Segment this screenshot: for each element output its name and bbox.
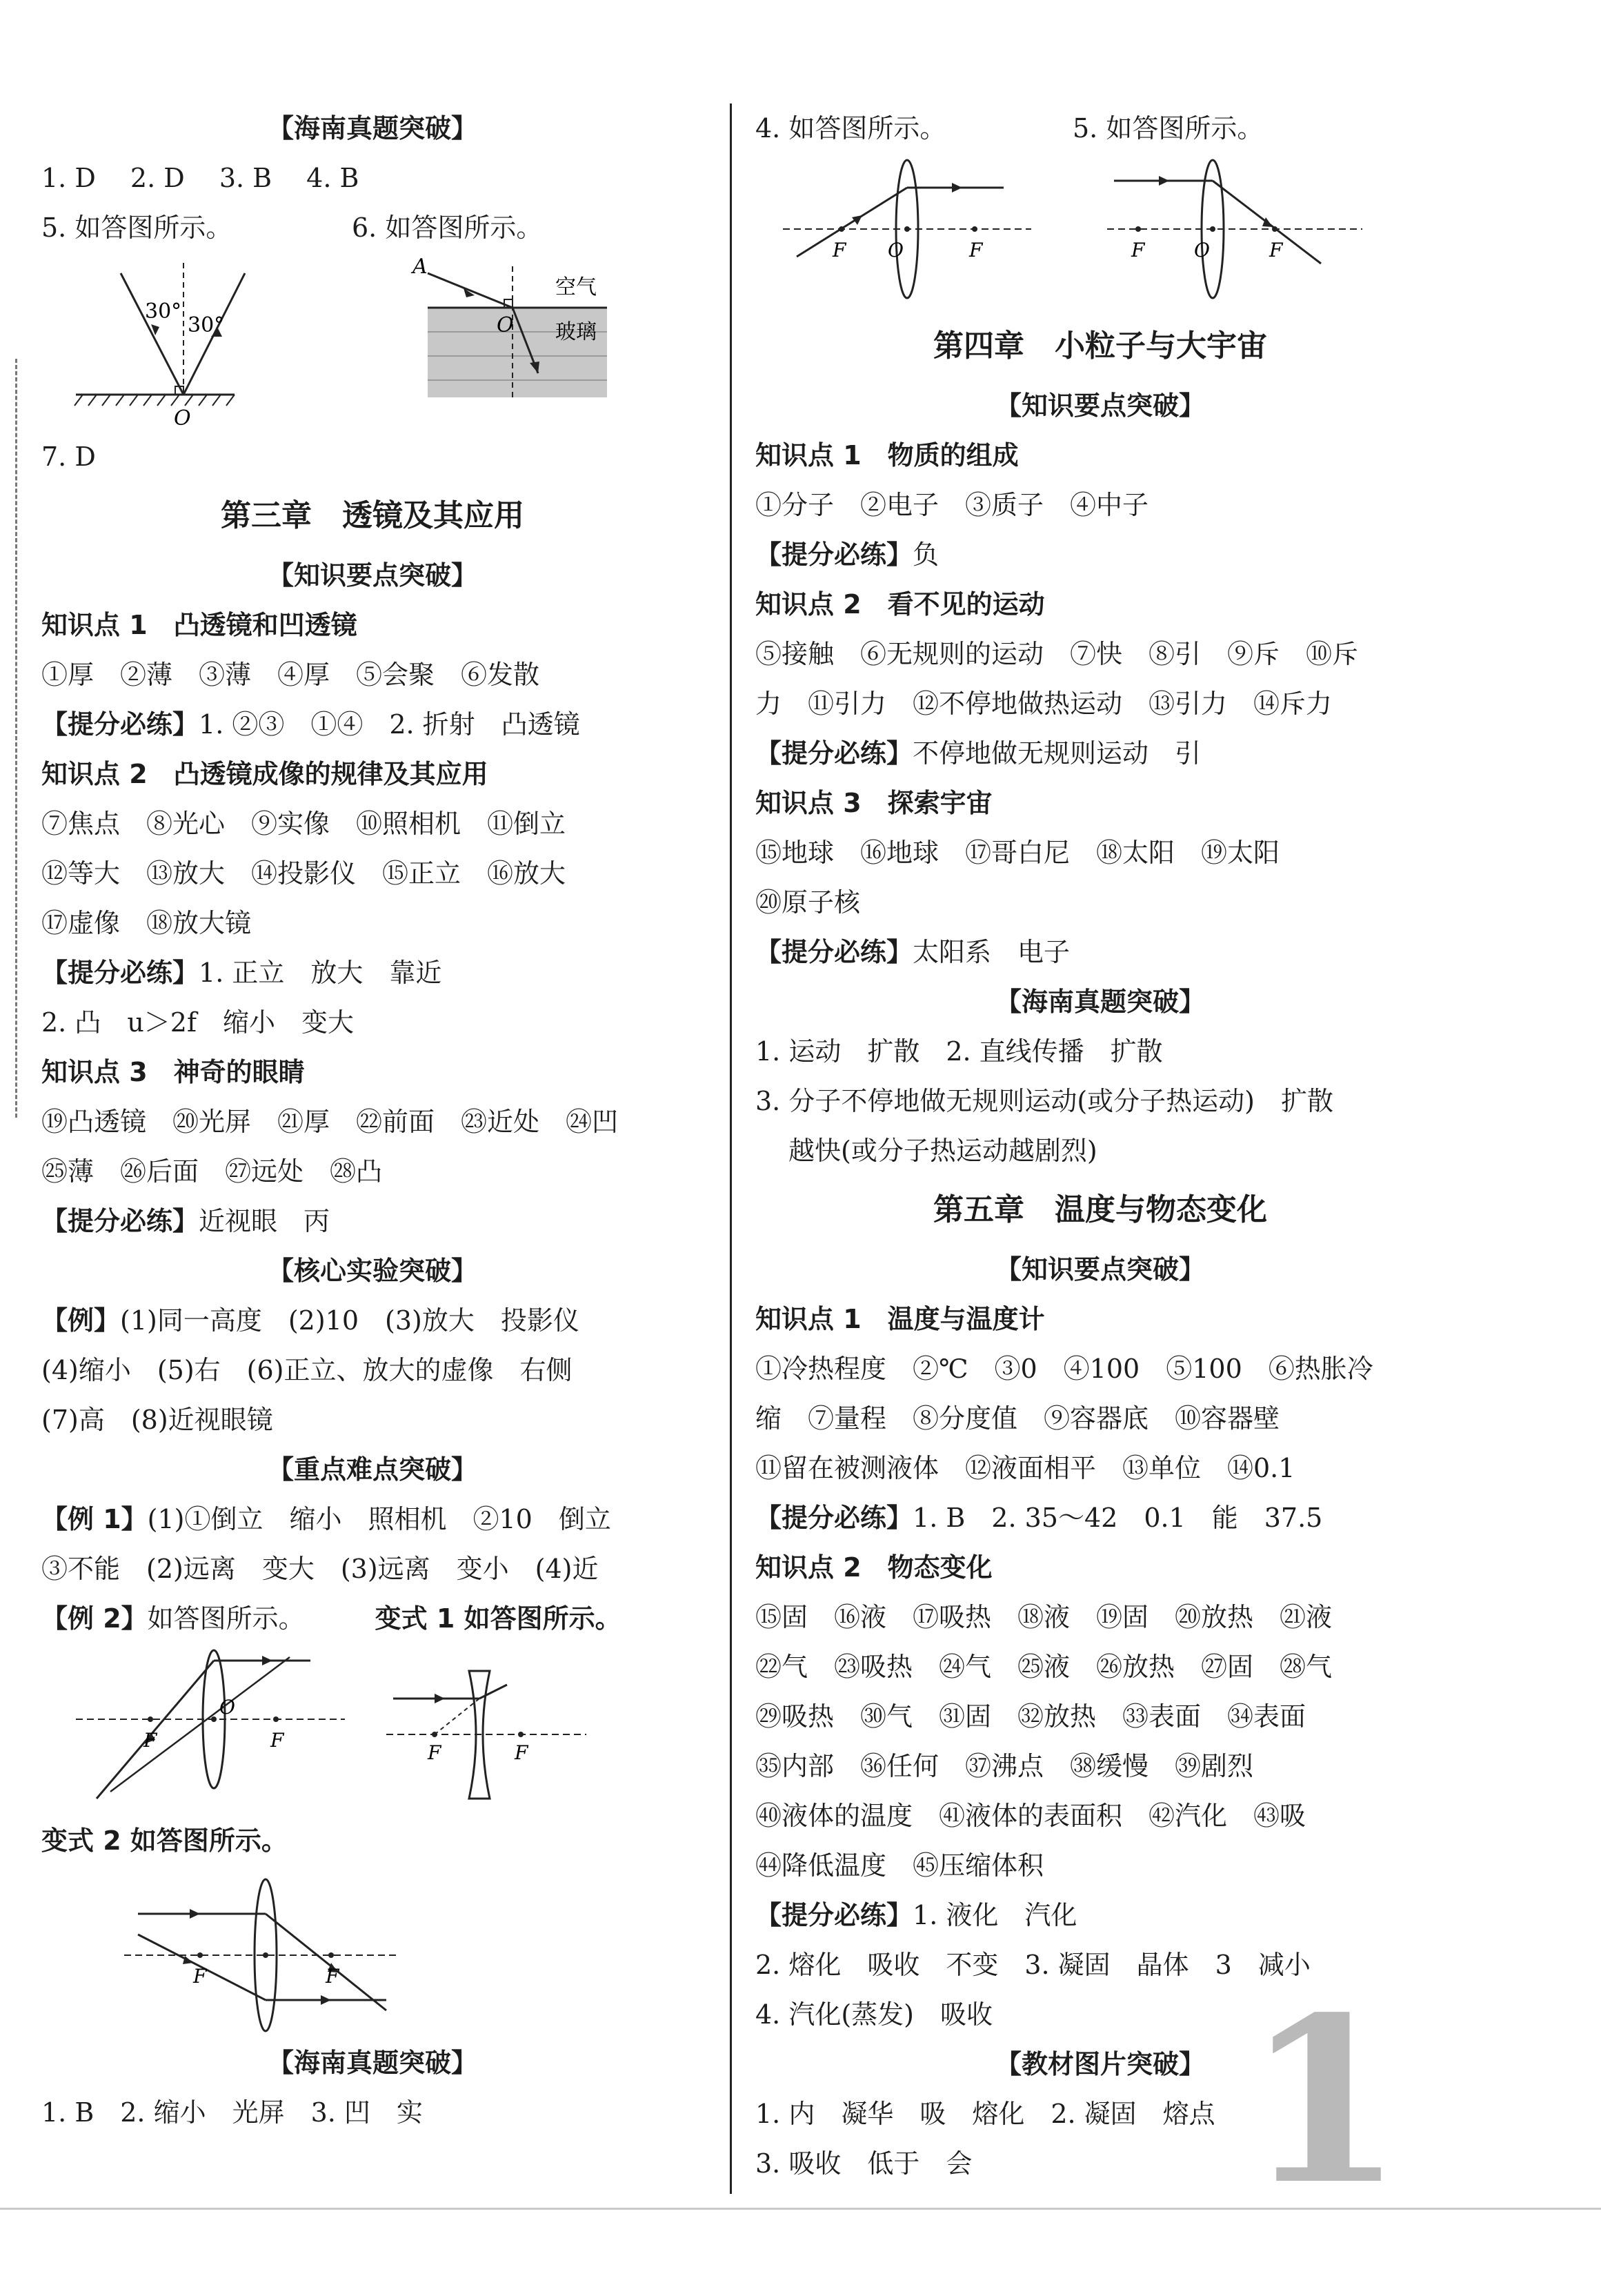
knowledge-point-title: 知识点 1 温度与温度计 [755,1304,1045,1334]
answer-text: 太阳系 电子 [913,937,1071,967]
answer-row [755,729,1445,778]
answer-row: 3. 吸收 低于 会 [755,2148,973,2179]
practice-tag: 【提分必练】 [755,738,913,769]
convex-lens-diagram-q4 [769,153,1045,312]
answer-item: 6. 如答图所示。 [352,212,543,243]
answer-row: ⑫等大 ⑬放大 ⑭投影仪 ⑮正立 ⑯放大 [41,858,566,889]
chapter-title: 第三章 透镜及其应用 [221,498,524,533]
answer-text: 1. 液化 汽化 [913,1900,1077,1930]
convex-lens-diagram-2 [124,1866,414,2038]
figure-row [41,1866,704,2038]
refraction-diagram [386,253,614,432]
answer-row: (7)高 (8)近视眼镜 [41,1405,273,1435]
answer-row: 力 ⑪引力 ⑫不停地做热运动 ⑬引力 ⑭斥力 [755,689,1333,719]
answer-item: 4. B [306,163,359,193]
answer-row [41,1196,704,1246]
answer-row: ③不能 (2)远离 变大 (3)远离 变小 (4)近 [41,1554,599,1584]
chapter-title: 第四章 小粒子与大宇宙 [933,328,1267,364]
medium-label: 玻璃 [555,320,597,344]
knowledge-point-title: 知识点 2 凸透镜成像的规律及其应用 [41,759,488,789]
concave-lens-diagram [386,1657,593,1830]
answer-row: ⑲凸透镜 ⑳光屏 ㉑厚 ㉒前面 ㉓近处 ㉔凹 [41,1107,619,1137]
answer-row: ⑪留在被测液体 ⑫液面相平 ⑬单位 ⑭0.1 [755,1453,1295,1483]
point-label: A [412,255,428,279]
knowledge-point-title: 知识点 1 物质的组成 [755,440,1019,471]
answer-text: (1)①倒立 缩小 照相机 ②10 倒立 [147,1504,611,1534]
answer-row [41,1594,704,1643]
section-heading: 【核心实验突破】 [267,1256,477,1286]
center-label: O [219,1696,235,1719]
answer-row: 7. D [41,442,96,472]
answer-text: 不停地做无规则运动 引 [913,738,1202,769]
center-label: O [888,239,904,261]
section-heading: 【知识要点突破】 [267,560,477,591]
answer-row: (4)缩小 (5)右 (6)正立、放大的虚像 右侧 [41,1355,573,1385]
figure-row [41,1643,704,1816]
point-label: O [174,406,191,430]
answer-row: ㉟内部 ㊱任何 ㊲沸点 ㊳缓慢 ㊴剧烈 [755,1751,1254,1781]
focus-label: F [193,1965,207,1988]
answer-item: 5. 如答图所示。 [1073,113,1264,144]
figure-row [755,153,1445,312]
answer-row [41,1816,704,1866]
right-column [755,103,1445,2188]
focus-label: F [270,1729,284,1752]
answer-row: ①冷热程度 ②℃ ③0 ④100 ⑤100 ⑥热胀冷 [755,1354,1373,1384]
answer-row [41,1494,704,1544]
answer-row: ㉕薄 ㉖后面 ㉗远处 ㉘凸 [41,1156,383,1187]
focus-label: F [1131,239,1145,261]
binding-dash-line [15,359,17,1118]
answer-text: 1. ②③ ①④ 2. 折射 凸透镜 [199,709,580,740]
answer-row: 1. 运动 扩散 2. 直线传播 扩散 [755,1036,1163,1067]
section-heading: 【海南真题突破】 [267,113,477,144]
variant-label: 变式 2 如答图所示。 [41,1825,288,1856]
focus-label: F [1269,239,1283,261]
reflection-diagram [55,253,276,432]
angle-label: 30° [145,299,182,324]
example-tag: 【例 2】 [41,1603,148,1634]
practice-tag: 【提分必练】 [41,709,199,740]
answer-row [755,1890,1445,1940]
answer-row: 1. B 2. 缩小 光屏 3. 凹 实 [41,2097,423,2128]
answer-text: (1)同一高度 (2)10 (3)放大 投影仪 [120,1305,579,1336]
column-divider [730,103,732,2194]
answer-row: 3. 分子不停地做无规则运动(或分子热运动) 扩散 [755,1086,1333,1116]
answer-row: ①厚 ②薄 ③薄 ④厚 ⑤会聚 ⑥发散 [41,660,540,690]
variant-label: 变式 1 如答图所示。 [375,1603,621,1634]
answer-row: ⑦焦点 ⑧光心 ⑨实像 ⑩照相机 ⑪倒立 [41,809,566,839]
chapter-title: 第五章 温度与物态变化 [933,1192,1267,1227]
answer-row [755,530,1445,580]
answer-row [41,203,704,253]
convex-lens-diagram-q5 [1100,153,1390,312]
page-number: 1 [1245,1967,1404,2235]
center-label: O [1194,239,1210,261]
medium-label: 空气 [555,275,597,299]
focus-label: F [143,1729,157,1752]
answer-row: 1. 内 凝华 吸 熔化 2. 凝固 熔点 [755,2099,1215,2129]
answer-row: 越快(或分子热运动越剧烈) [788,1136,1097,1166]
focus-label: F [428,1741,441,1764]
answer-text: 1. 正立 放大 靠近 [199,958,442,988]
answer-item: 3. B [219,163,272,193]
focus-label: F [833,239,846,261]
answer-row: ⑮固 ⑯液 ⑰吸热 ⑱液 ⑲固 ⑳放热 ㉑液 [755,1602,1333,1632]
practice-tag: 【提分必练】 [41,1206,199,1236]
focus-label: F [326,1965,339,1988]
angle-label: 30° [188,313,225,337]
focus-label: F [969,239,983,261]
answer-text: 负 [913,540,939,570]
section-heading: 【知识要点突破】 [995,1254,1205,1285]
answer-item: 5. 如答图所示。 [41,212,232,243]
knowledge-point-title: 知识点 3 探索宇宙 [755,788,993,818]
answer-row: 2. 凸 u＞2f 缩小 变大 [41,1007,355,1038]
section-heading: 【知识要点突破】 [995,390,1205,421]
answer-row: ⑮地球 ⑯地球 ⑰哥白尼 ⑱太阳 ⑲太阳 [755,838,1280,868]
answer-item: 1. D [41,163,96,193]
answer-row [41,153,704,203]
answer-row [41,1296,704,1345]
answer-row: 缩 ⑦量程 ⑧分度值 ⑨容器底 ⑩容器壁 [755,1403,1280,1434]
answer-text: 近视眼 丙 [199,1206,330,1236]
answer-text: 如答图所示。 [147,1603,305,1634]
knowledge-point-title: 知识点 2 物态变化 [755,1552,993,1583]
practice-tag: 【提分必练】 [755,937,913,967]
focus-label: F [515,1741,528,1764]
answer-row: ⑰虚像 ⑱放大镜 [41,908,252,938]
practice-tag: 【提分必练】 [755,1900,913,1930]
answer-row [41,948,704,998]
answer-row [755,1493,1445,1543]
answer-row: ㉙吸热 ㉚气 ㉛固 ㉜放热 ㉝表面 ㉞表面 [755,1701,1306,1732]
answer-item: 2. D [130,163,185,193]
section-heading: 【海南真题突破】 [995,987,1205,1017]
answer-text: 1. B 2. 35～42 0.1 能 37.5 [913,1503,1323,1533]
knowledge-point-title: 知识点 3 神奇的眼睛 [41,1057,305,1087]
answer-row: 2. 熔化 吸收 不变 3. 凝固 晶体 3 减小 [755,1950,1311,1980]
practice-tag: 【提分必练】 [755,1503,913,1533]
practice-tag: 【提分必练】 [755,540,913,570]
section-heading: 【重点难点突破】 [267,1454,477,1485]
answer-row: ㉒气 ㉓吸热 ㉔气 ㉕液 ㉖放热 ㉗固 ㉘气 [755,1652,1333,1682]
answer-row [41,700,704,749]
figure-row [41,253,704,432]
point-label: O [497,313,514,337]
answer-row: ①分子 ②电子 ③质子 ④中子 [755,490,1149,520]
section-heading: 【教材图片突破】 [995,2049,1205,2079]
knowledge-point-title: 知识点 1 凸透镜和凹透镜 [41,610,357,640]
answer-row: ㊵液体的温度 ㊶液体的表面积 ㊷汽化 ㊸吸 [755,1801,1306,1831]
answer-row [755,103,1445,153]
practice-tag: 【提分必练】 [41,958,199,988]
section-heading: 【海南真题突破】 [267,2048,477,2078]
answer-item: 4. 如答图所示。 [755,113,946,144]
convex-lens-diagram [69,1643,359,1816]
answer-row: ㊹降低温度 ㊺压缩体积 [755,1850,1044,1881]
left-column [41,103,704,2137]
example-tag: 【例】 [41,1305,121,1336]
answer-row [755,927,1445,977]
answer-row: ⑳原子核 [755,887,861,918]
answer-row: ⑤接触 ⑥无规则的运动 ⑦快 ⑧引 ⑨斥 ⑩斥 [755,639,1359,669]
example-tag: 【例 1】 [41,1504,148,1534]
answer-row: 4. 汽化(蒸发) 吸收 [755,1999,993,2030]
knowledge-point-title: 知识点 2 看不见的运动 [755,589,1045,620]
